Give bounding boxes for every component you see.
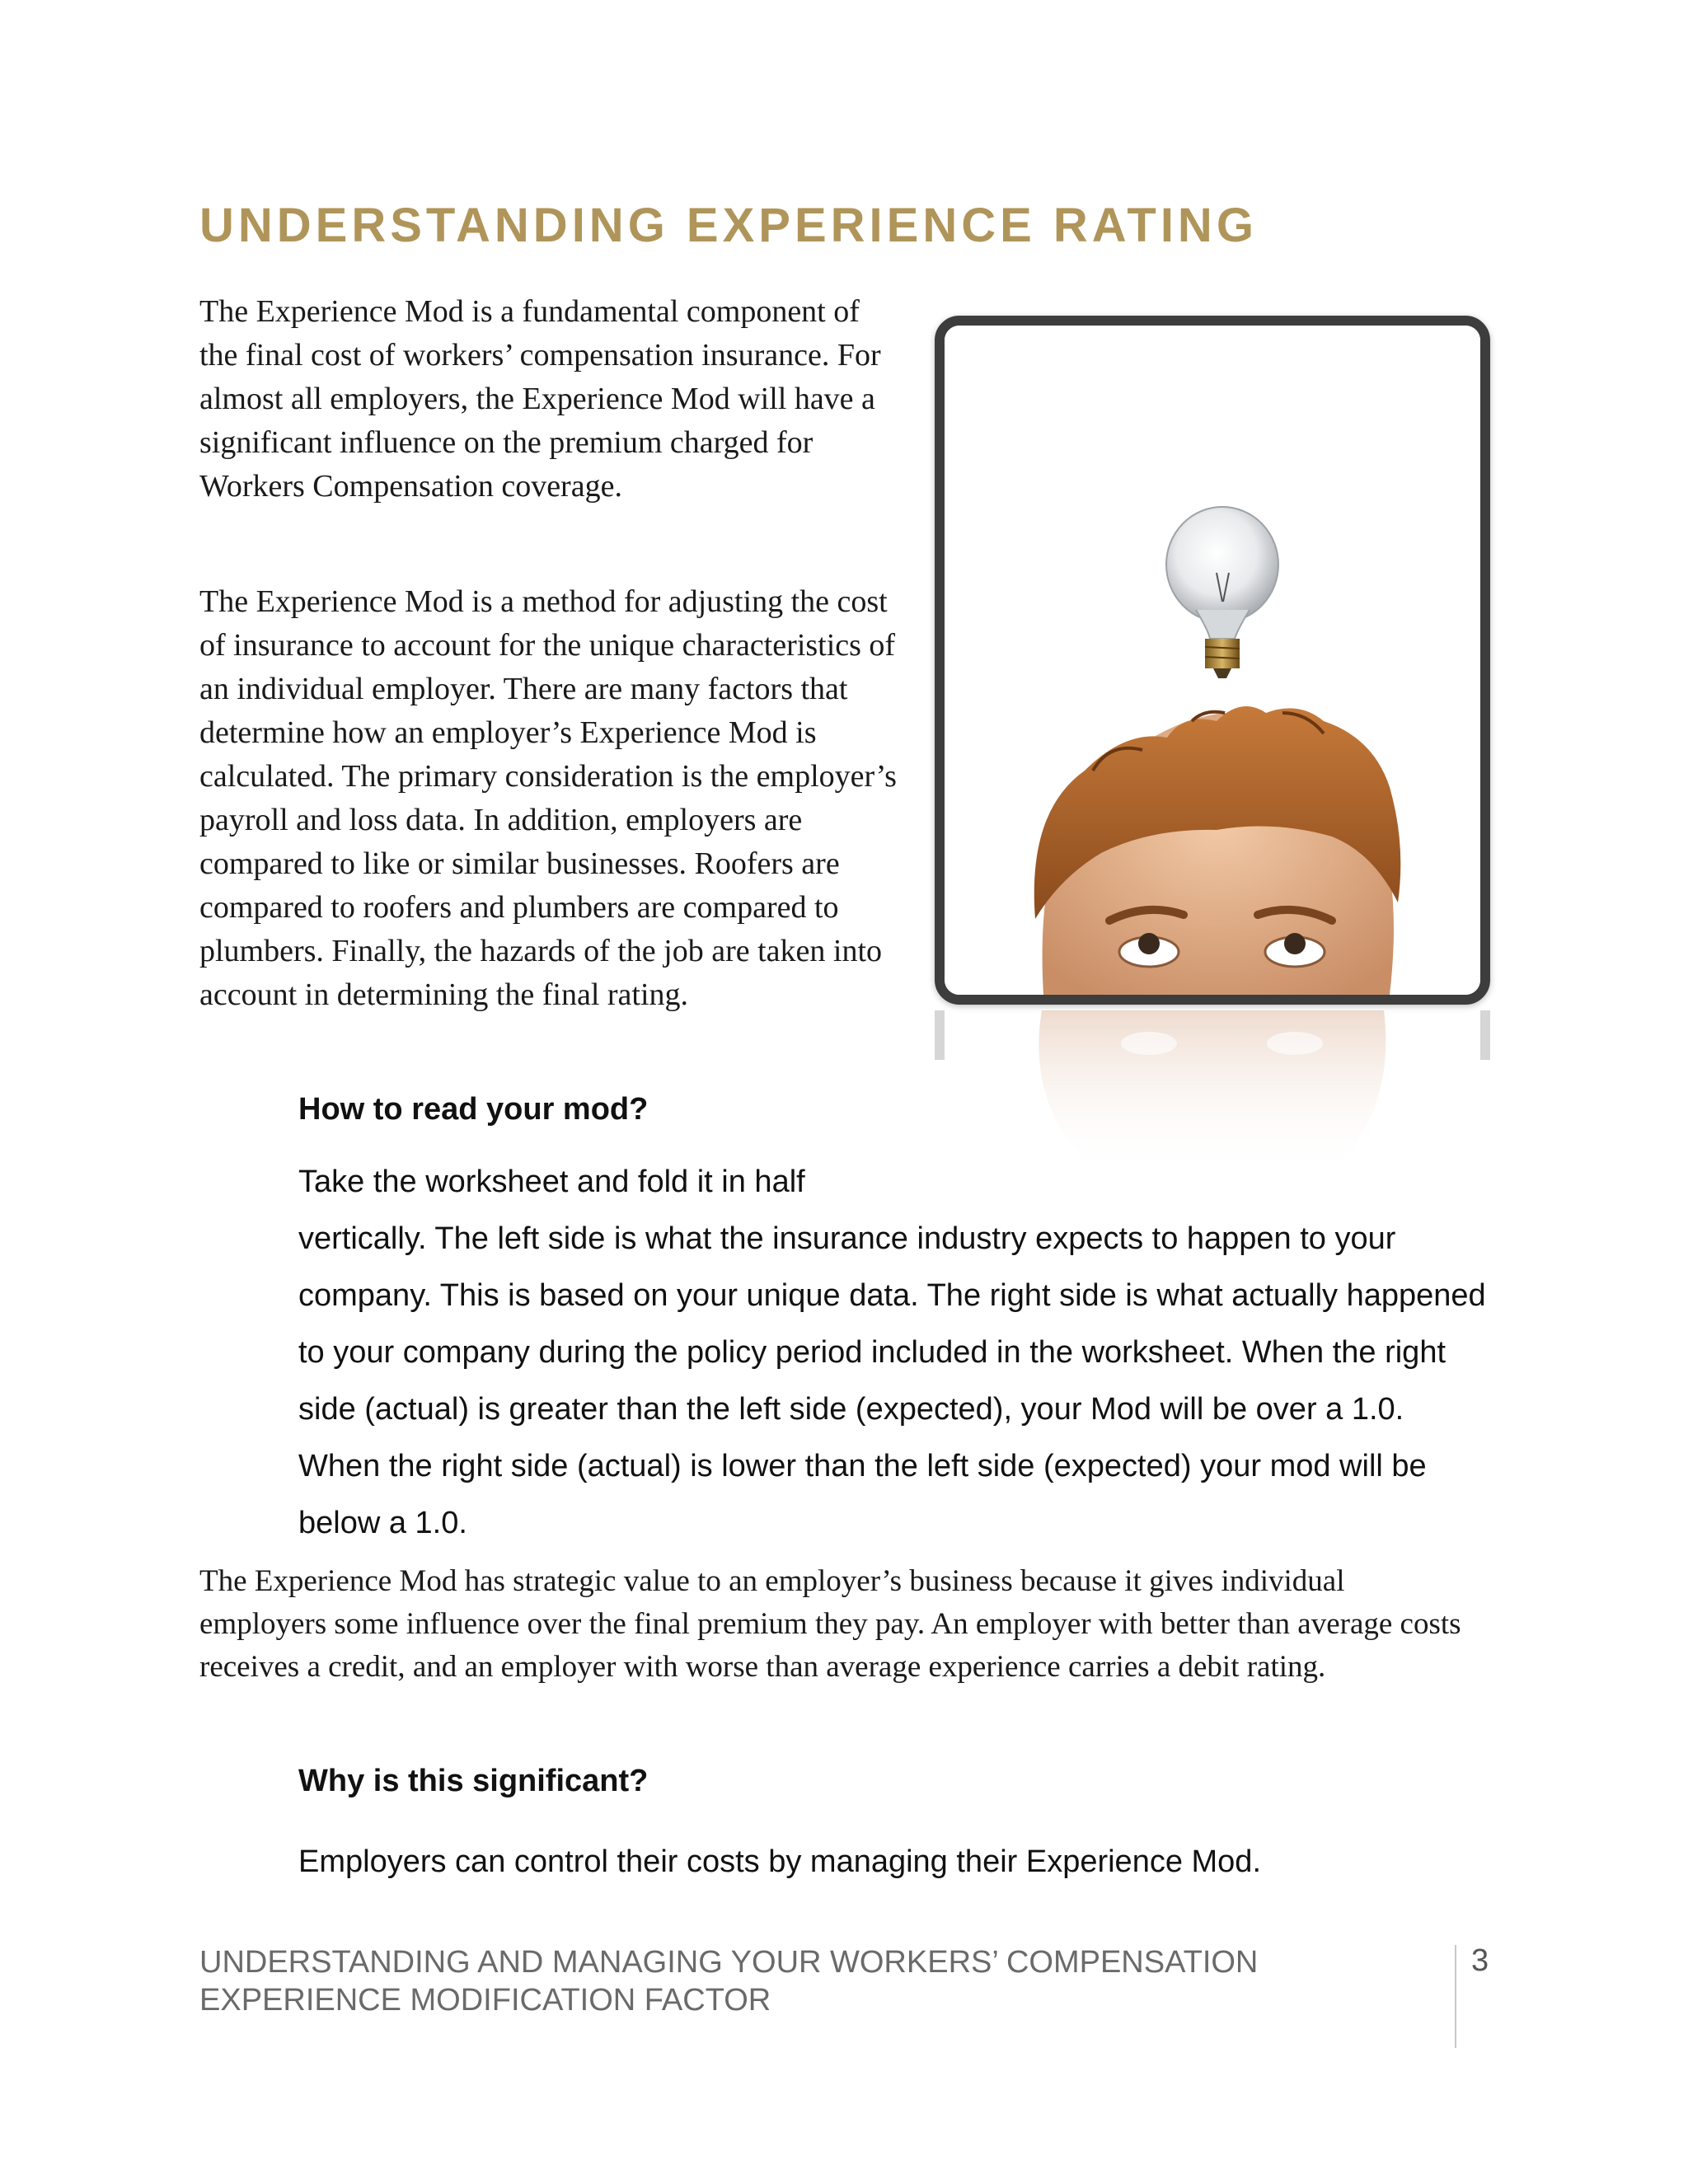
- read-mod-heading: How to read your mod?: [298, 1092, 649, 1127]
- read-mod-text: vertically. The left side is what the insurance industry expects to happen to your company. This is based on your unique data. The right side is what actually happened to your company during the policy period included in the worksheet. When the right side (actual) is greater than the left side (expected), your Mod will be over a 1.0. When the right side (actual) is lower than the left side (expected) your mod will be below a 1.0.: [298, 1221, 1486, 1540]
- lightbulb-photo: [935, 316, 1490, 1005]
- footer-title: UNDERSTANDING AND MANAGING YOUR WORKERS’ COMPENSATION EXPERIENCE MODIFICATION FACTOR: [199, 1945, 1259, 2018]
- significance-heading: Why is this significant?: [298, 1764, 649, 1798]
- photo-reflection: [935, 1010, 1490, 1200]
- page-number: 3: [1471, 1943, 1489, 1978]
- significance-text: Employers can control their costs by managing their Experience Mod.: [298, 1844, 1261, 1879]
- read-mod-text-line1: Take the worksheet and fold it in half: [298, 1165, 805, 1199]
- method-paragraph: The Experience Mod is a method for adjusting the cost of insurance to account for the unique characteristics of an individual employer. There are many factors that determine how an employer’s Experience Mod is calculated. The primary consideration is the employer’s payroll and loss data. In addition, employers are compared to like or similar businesses. Roofers are compared to roofers and plumbers are compared to plumbers. Finally, the hazards of the job are taken into account in determining the final rating.: [199, 584, 897, 1012]
- intro-paragraph: The Experience Mod is a fundamental component of the final cost of workers’ compensation insurance. For almost all employers, the Experience Mod will have a significant influence on the premium charged for Workers Compensation coverage.: [199, 294, 881, 504]
- footer-divider: [1455, 1945, 1456, 2048]
- page-heading: UNDERSTANDING EXPERIENCE RATING: [199, 199, 1258, 252]
- strategic-paragraph: The Experience Mod has strategic value to an employer’s business because it gives individual employers some influence over the final premium they pay. An employer with better than average costs receives a credit, and an employer with worse than average experience carries a debit rating.: [199, 1564, 1461, 1684]
